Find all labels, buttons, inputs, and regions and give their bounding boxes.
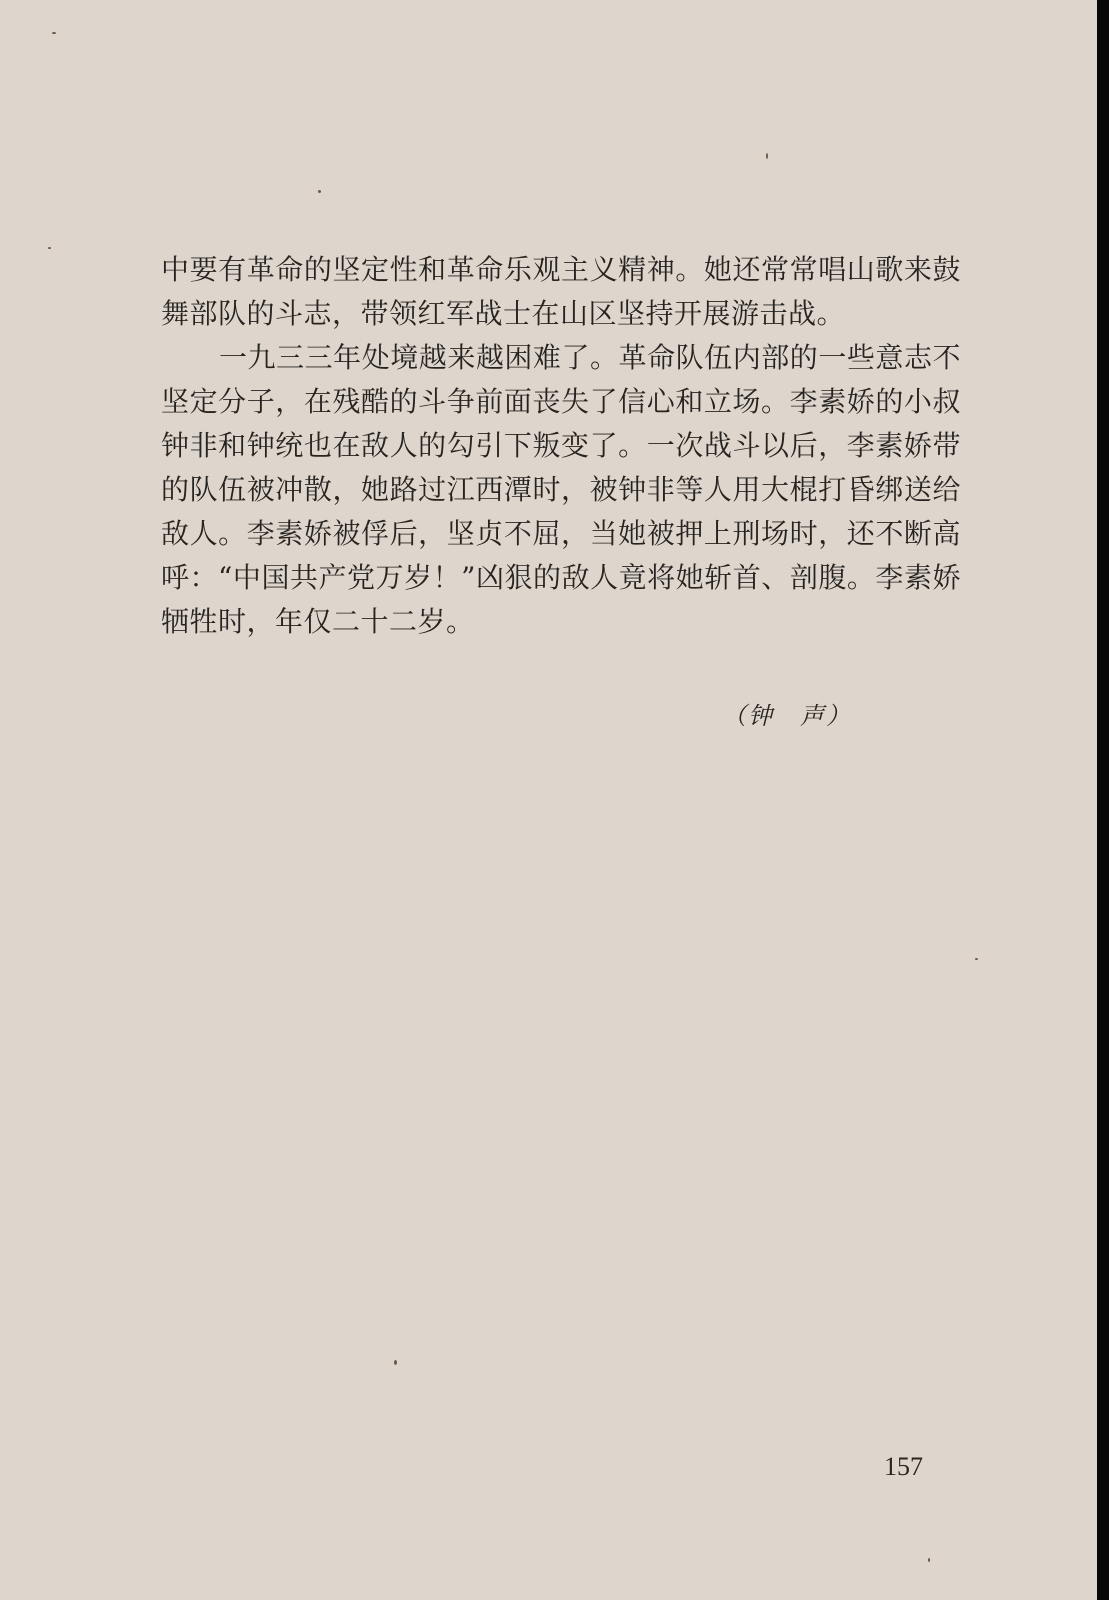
author-signature: （钟 声） bbox=[722, 702, 852, 730]
scan-speck bbox=[928, 1558, 930, 1562]
scan-speck bbox=[975, 958, 978, 960]
paragraph-2: 一九三三年处境越来越困难了。革命队伍内部的一些意志不坚定分子，在残酷的斗争前面丧失了信心和立场。李素娇的小叔钟非和钟统也在敌人的勾引下叛变了。一次战斗以后，李素娇带的队伍被冲散，她路过江西潭时，被钟非等人用大棍打昏绑送给敌人。李素娇被俘后，坚贞不屈，当她被押上刑场时，还不断高呼：“中国共产党万岁！”凶狠的敌人竟将她斩首、剖腹。李素娇牺牲时，年仅二十二岁。 bbox=[161, 341, 961, 638]
paragraph-1: 中要有革命的坚定性和革命乐观主义精神。她还常常唱山歌来鼓舞部队的斗志，带领红军战士在山区坚持开展游击战。 bbox=[161, 253, 961, 330]
scan-speck bbox=[318, 190, 321, 193]
scan-speck bbox=[394, 1360, 397, 1365]
scan-border bbox=[1097, 0, 1109, 1600]
body-text bbox=[161, 248, 961, 644]
scan-speck bbox=[48, 247, 51, 249]
page-number: 157 bbox=[884, 1452, 923, 1481]
scan-speck bbox=[766, 153, 768, 159]
scan-speck bbox=[52, 32, 56, 34]
